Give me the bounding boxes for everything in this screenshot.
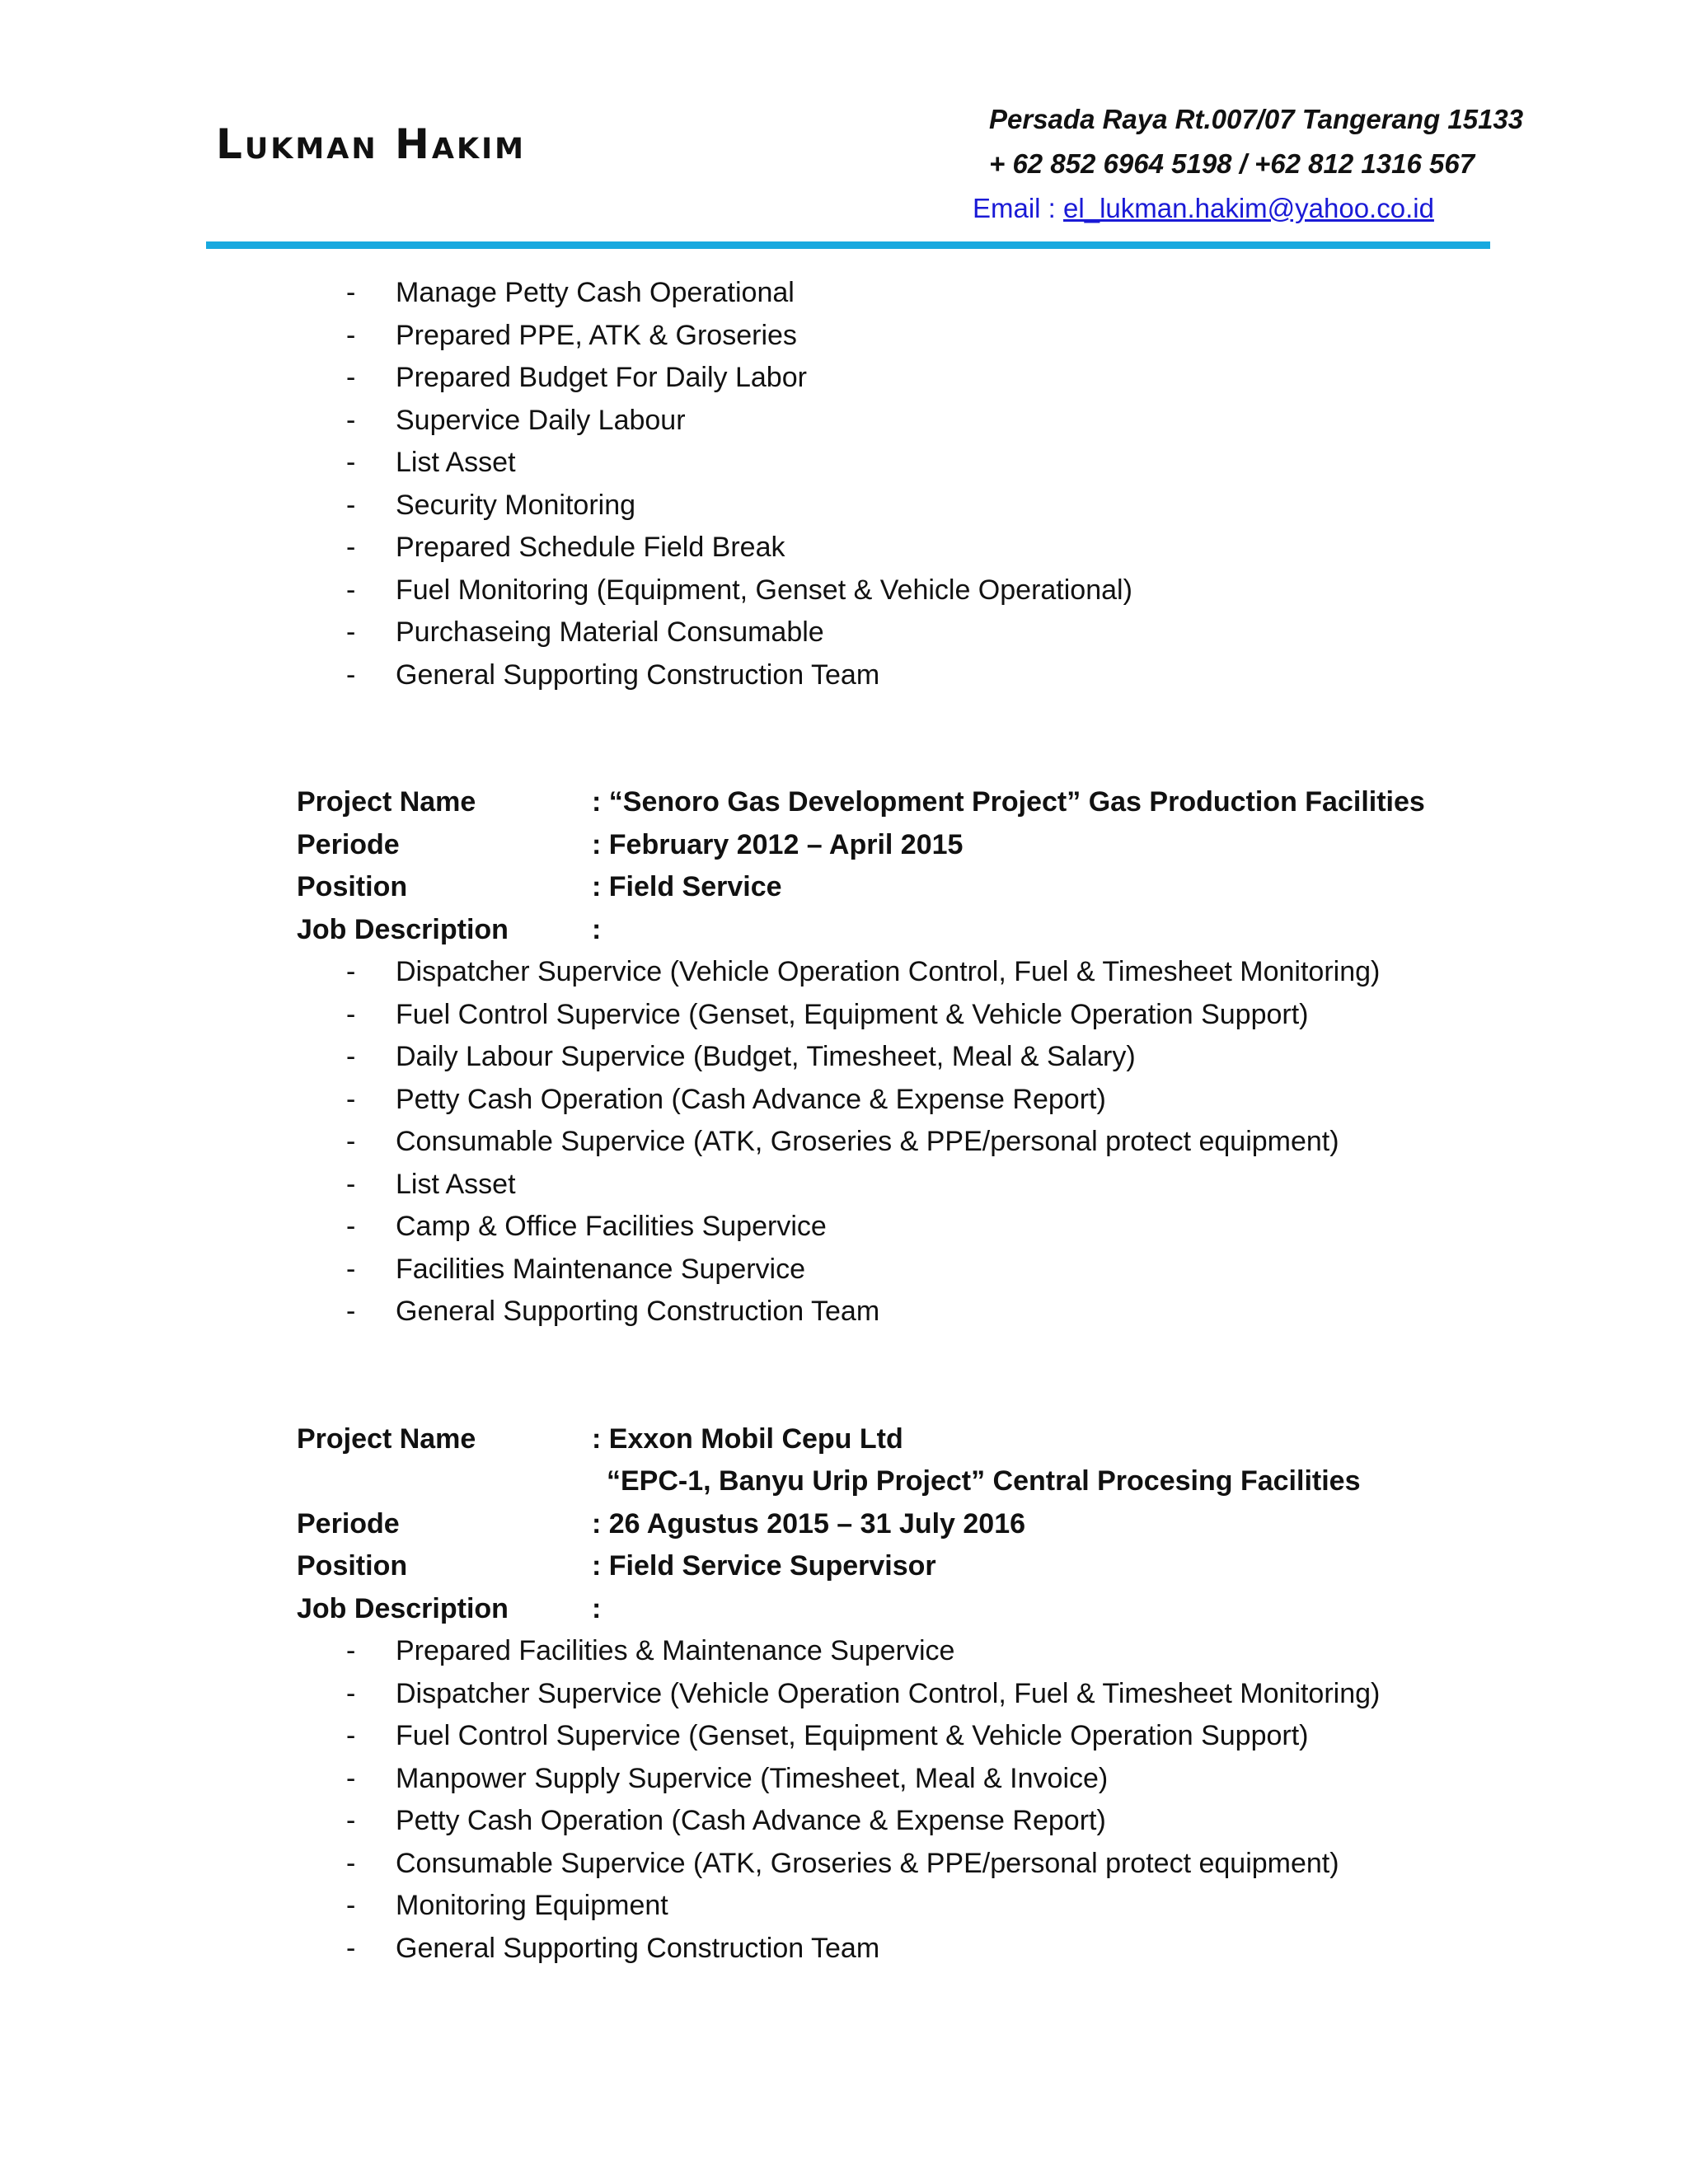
- list-item: - Dispatcher Supervice (Vehicle Operation Control, Fuel & Timesheet Monitoring): [346, 956, 1381, 987]
- list-item: - Dispatcher Supervice (Vehicle Operation Control, Fuel & Timesheet Monitoring): [346, 1677, 1381, 1709]
- list-item: - Prepared Facilities & Maintenance Supervice: [346, 1635, 955, 1666]
- periode-row: Periode : 26 Agustus 2015 – 31 July 2016: [297, 1507, 1026, 1540]
- list-item: - Daily Labour Supervice (Budget, Timesheet, Meal & Salary): [346, 1041, 1136, 1072]
- list-item: - Manpower Supply Supervice (Timesheet, Meal & Invoice): [346, 1762, 1109, 1794]
- list-item: - Prepared PPE, ATK & Groseries: [346, 319, 797, 351]
- position-row: Position : Field Service Supervisor: [297, 1550, 936, 1582]
- list-item: - Prepared Schedule Field Break: [346, 532, 785, 563]
- project-name-line2: “EPC-1, Banyu Urip Project” Central Procesing Facilities: [607, 1465, 1361, 1497]
- resume-name: Lukman Hakim: [216, 120, 526, 168]
- position-row: Position : Field Service: [297, 871, 782, 902]
- job-description-row: Job Description :: [297, 1592, 602, 1624]
- list-item: - Supervice Daily Labour: [346, 404, 686, 436]
- header-divider: [206, 241, 1490, 249]
- list-item: - Facilities Maintenance Supervice: [346, 1253, 806, 1285]
- list-item: - Petty Cash Operation (Cash Advance & Expense Report): [346, 1083, 1106, 1115]
- list-item: - General Supporting Construction Team: [346, 1932, 880, 1964]
- resume-content: [0, 272, 1688, 1970]
- list-item: - Consumable Supervice (ATK, Groseries & PPE/personal protect equipment): [346, 1126, 1339, 1157]
- email-link[interactable]: el_lukman.hakim@yahoo.co.id: [1063, 193, 1434, 223]
- list-item: - Prepared Budget For Daily Labor: [346, 362, 807, 393]
- project-exxon: [0, 1418, 1688, 1971]
- project-senoro: [0, 781, 1688, 1333]
- project-name-row: Project Name : “Senoro Gas Development Project” Gas Production Facilities: [297, 786, 1425, 818]
- periode-row: Periode : February 2012 – April 2015: [297, 828, 964, 860]
- list-item: - List Asset: [346, 1168, 516, 1200]
- project-task-list: [0, 951, 1688, 1333]
- list-item: - Fuel Monitoring (Equipment, Genset & Vehicle Operational): [346, 574, 1132, 606]
- list-item: - Manage Petty Cash Operational: [346, 277, 795, 308]
- list-item: - Monitoring Equipment: [346, 1890, 668, 1921]
- job-description-row: Job Description :: [297, 913, 602, 945]
- list-item: - Petty Cash Operation (Cash Advance & Expense Report): [346, 1805, 1106, 1836]
- list-item: - Fuel Control Supervice (Genset, Equipment & Vehicle Operation Support): [346, 998, 1309, 1030]
- phone: + 62 852 6964 5198 / +62 812 1316 567: [989, 148, 1475, 179]
- address: Persada Raya Rt.007/07 Tangerang 15133: [989, 104, 1524, 134]
- intro-task-list: [0, 272, 1688, 696]
- list-item: - Camp & Office Facilities Supervice: [346, 1211, 827, 1242]
- list-item: - Consumable Supervice (ATK, Groseries & PPE/personal protect equipment): [346, 1847, 1339, 1879]
- email-label: Email :: [973, 193, 1064, 223]
- list-item: - Purchaseing Material Consumable: [346, 616, 824, 648]
- list-item: - General Supporting Construction Team: [346, 1296, 880, 1327]
- project-name-row: Project Name : Exxon Mobil Cepu Ltd: [297, 1422, 903, 1455]
- list-item: - General Supporting Construction Team: [346, 658, 880, 691]
- list-item: - Fuel Control Supervice (Genset, Equipment & Vehicle Operation Support): [346, 1720, 1309, 1751]
- email-line: [964, 186, 1541, 231]
- list-item: - Security Monitoring: [346, 489, 636, 521]
- list-item: - List Asset: [346, 447, 516, 478]
- contact-block: [964, 97, 1541, 231]
- project-task-list: [0, 1630, 1688, 1970]
